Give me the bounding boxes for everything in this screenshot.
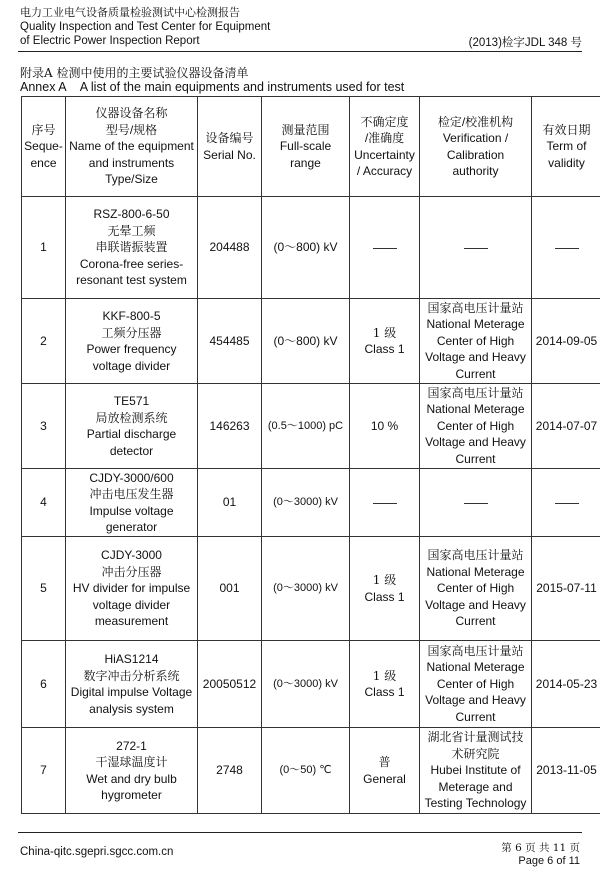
report-header-organization: [20, 6, 270, 48]
header-term-of-validity: 有效日期 Term of validity: [532, 97, 600, 197]
cell-equipment-name: CJDY-3000/600 冲击电压发生器 Impulse voltage generator: [66, 469, 198, 537]
table-row: [22, 728, 600, 814]
cell-serial-no: 146263: [198, 384, 262, 469]
table-row: [22, 537, 600, 641]
annex-title-en: [20, 80, 404, 94]
cell-equipment-name: HiAS1214 数字冲击分析系统 Digital impulse Voltage analysis system: [66, 641, 198, 728]
cell-sequence: 2: [22, 299, 66, 384]
cell-equipment-name: KKF-800-5 工频分压器 Power frequency voltage divider: [66, 299, 198, 384]
cell-uncertainty: 10 %: [350, 384, 420, 469]
cell-uncertainty: 普 General: [350, 728, 420, 814]
cell-calibration-authority: 国家高电压计量站 National Meterage Center of High Voltage and Heavy Current: [420, 641, 532, 728]
cell-serial-no: 01: [198, 469, 262, 537]
cell-validity: 2014-07-07: [532, 384, 600, 469]
empty-dash: [555, 248, 579, 249]
empty-dash: [555, 503, 579, 504]
table-header-row: [22, 97, 600, 197]
page-number: [501, 842, 580, 868]
cell-uncertainty: 1 级 Class 1: [350, 641, 420, 728]
cell-range: (0～50) ℃: [262, 728, 350, 814]
footer-divider: [18, 832, 582, 833]
header-sequence: 序号 Seque- ence: [22, 97, 66, 197]
report-number: (2013)检字JDL 348 号: [468, 37, 582, 49]
header-full-scale-range: 测量范围 Full-scale range: [262, 97, 350, 197]
cell-equipment-name: 272-1 干湿球温度计 Wet and dry bulb hygrometer: [66, 728, 198, 814]
page-number-zh: 第 6 页 共 11 页: [501, 842, 580, 854]
cell-serial-no: 204488: [198, 197, 262, 299]
header-serial-no: 设备编号 Serial No.: [198, 97, 262, 197]
annex-heading: A list of the main equipments and instruments used for test: [79, 80, 405, 94]
cell-validity: 2014-05-23: [532, 641, 600, 728]
cell-range: (0～800) kV: [262, 299, 350, 384]
cell-sequence: 3: [22, 384, 66, 469]
cell-serial-no: 001: [198, 537, 262, 641]
header-calibration-authority: 检定/校准机构 Verification / Calibration authority: [420, 97, 532, 197]
cell-validity: 2015-07-11: [532, 537, 600, 641]
cell-validity: 2013-11-05: [532, 728, 600, 814]
org-name-en-line1: Quality Inspection and Test Center for Equipment: [20, 21, 271, 33]
empty-dash: [464, 248, 488, 249]
cell-validity: [532, 197, 600, 299]
org-name-zh: 电力工业电气设备质量检验测试中心检测报告: [20, 6, 240, 19]
cell-uncertainty: [350, 197, 420, 299]
org-name-en-line2: of Electric Power Inspection Report: [20, 35, 200, 47]
footer-website: China-qitc.sgepri.sgcc.com.cn: [20, 846, 174, 858]
cell-sequence: 4: [22, 469, 66, 537]
cell-range: (0～3000) kV: [262, 469, 350, 537]
table-row: [22, 384, 600, 469]
cell-uncertainty: 1 级 Class 1: [350, 299, 420, 384]
cell-validity: 2014-09-05: [532, 299, 600, 384]
cell-equipment-name: RSZ-800-6-50 无晕工频 串联谐振装置 Corona-free series-resonant test system: [66, 197, 198, 299]
empty-dash: [373, 503, 397, 504]
page-number-en: Page 6 of 11: [518, 855, 580, 867]
cell-serial-no: 20050512: [198, 641, 262, 728]
annex-title-zh: 附录A 检测中使用的主要试验仪器设备清单: [20, 66, 249, 80]
empty-dash: [373, 248, 397, 249]
cell-uncertainty: 1 级 Class 1: [350, 537, 420, 641]
table-row: [22, 469, 600, 537]
cell-serial-no: 2748: [198, 728, 262, 814]
empty-dash: [464, 503, 488, 504]
cell-sequence: 5: [22, 537, 66, 641]
cell-calibration-authority: 国家高电压计量站 National Meterage Center of High Voltage and Heavy Current: [420, 537, 532, 641]
header-uncertainty: 不确定度 /准确度 Uncertainty / Accuracy: [350, 97, 420, 197]
cell-calibration-authority: [420, 469, 532, 537]
cell-range: (0～3000) kV: [262, 537, 350, 641]
cell-calibration-authority: 国家高电压计量站 National Meterage Center of High Voltage and Heavy Current: [420, 299, 532, 384]
cell-range: (0～800) kV: [262, 197, 350, 299]
equipment-table: [21, 96, 600, 814]
cell-equipment-name: TE571 局放检测系统 Partial discharge detector: [66, 384, 198, 469]
table-row: [22, 641, 600, 728]
cell-uncertainty: [350, 469, 420, 537]
table-row: [22, 197, 600, 299]
cell-calibration-authority: 湖北省计量测试技术研究院 Hubei Institute of Meterage and Testing Technology: [420, 728, 532, 814]
cell-validity: [532, 469, 600, 537]
cell-sequence: 7: [22, 728, 66, 814]
cell-range: (0～3000) kV: [262, 641, 350, 728]
cell-calibration-authority: 国家高电压计量站 National Meterage Center of High Voltage and Heavy Current: [420, 384, 532, 469]
cell-equipment-name: CJDY-3000 冲击分压器 HV divider for impulse voltage divider measurement: [66, 537, 198, 641]
cell-sequence: 6: [22, 641, 66, 728]
table-row: [22, 299, 600, 384]
header-divider: [18, 51, 582, 52]
header-equipment-name: 仪器设备名称 型号/规格 Name of the equipment and instruments Type/Size: [66, 97, 198, 197]
cell-range: (0.5～1000) pC: [262, 384, 350, 469]
annex-label: Annex A: [20, 80, 67, 94]
cell-calibration-authority: [420, 197, 532, 299]
cell-serial-no: 454485: [198, 299, 262, 384]
cell-sequence: 1: [22, 197, 66, 299]
